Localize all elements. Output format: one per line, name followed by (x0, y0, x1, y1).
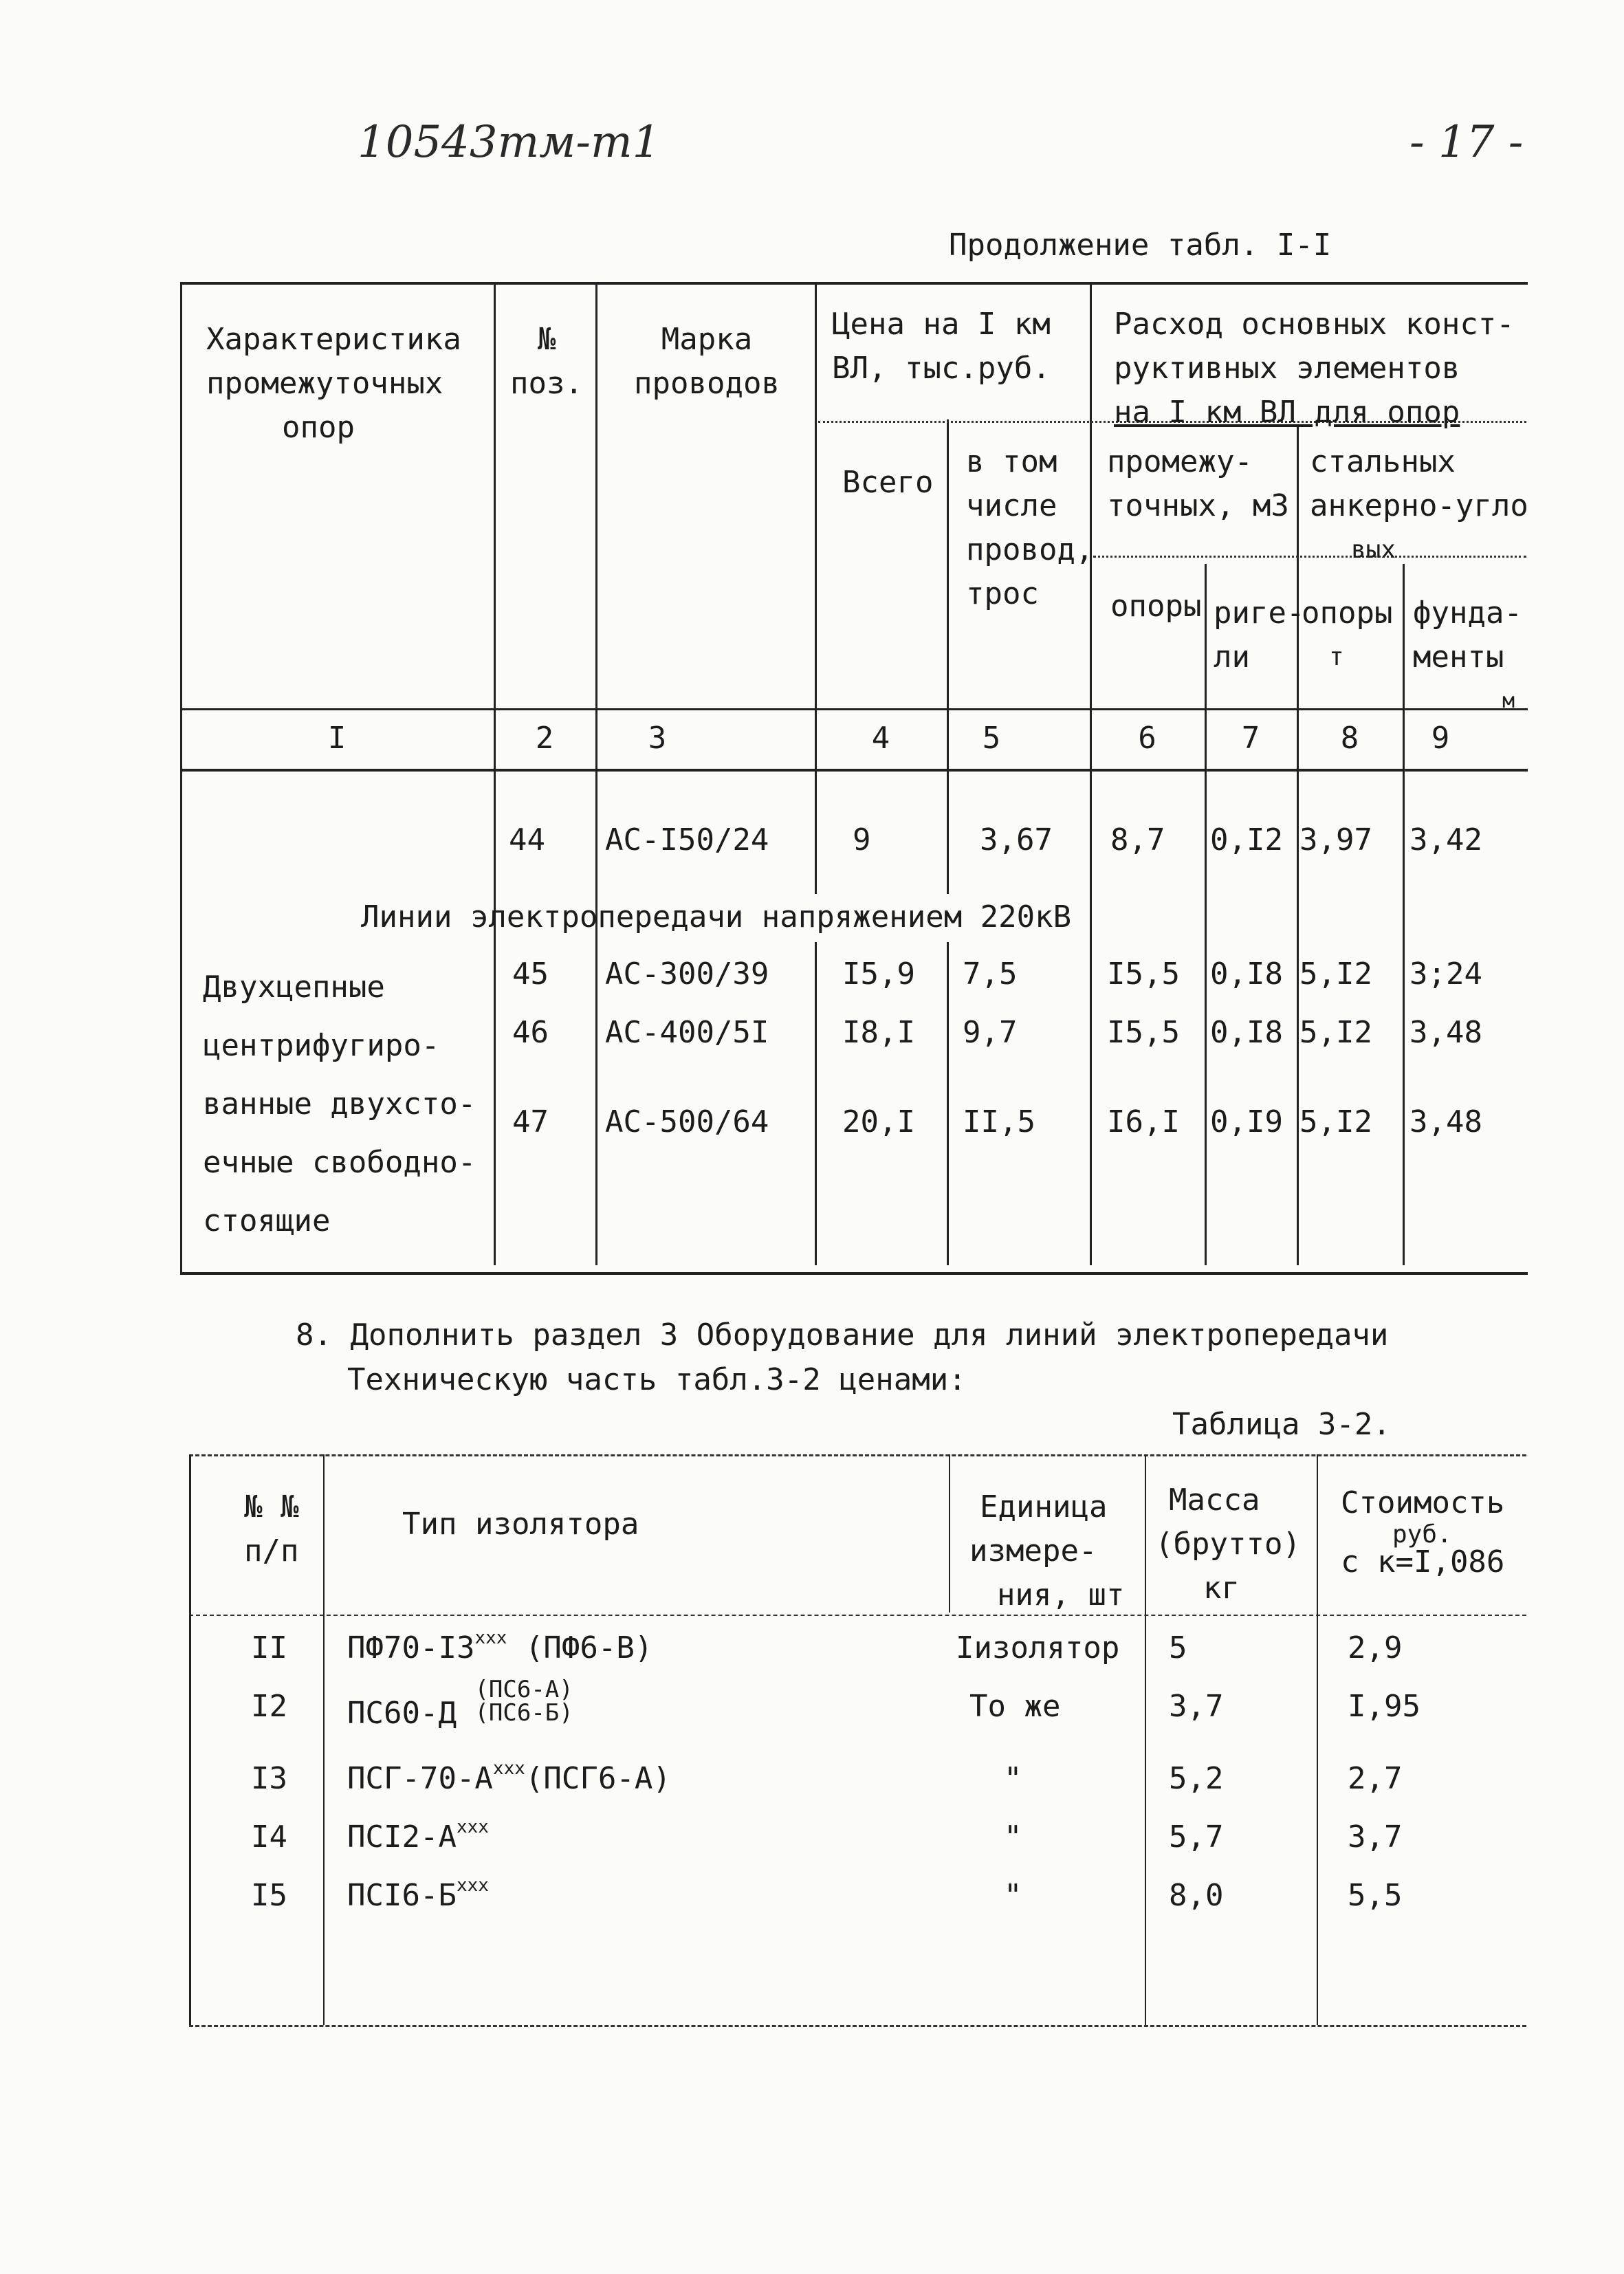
colnum-4: 4 (871, 721, 890, 756)
header-consumption-group: Расход основных конст- руктивных элементов на I км ВЛ для опор (1114, 307, 1515, 430)
page-number: - 17 - (1409, 117, 1524, 168)
colnum-6: 6 (1138, 721, 1156, 756)
header-characteristic: Характеристика промежуточных опор (206, 322, 461, 445)
document-code: 10543тм-т1 (358, 117, 661, 168)
group-label: Двухцепные центрифугиро- ванные двухсто- ечные свободно- стоящие (203, 970, 476, 1238)
section-title-220kv: Линии электропередачи напряжением 220кВ (361, 899, 1072, 934)
header-crossbars: риге- ли (1214, 595, 1305, 675)
t2-header-unit: Единица измере- ния, шт (969, 1489, 1125, 1612)
header-position: № поз. (510, 322, 583, 401)
header-intermediate: промежу- точных, м3 (1107, 444, 1289, 523)
header-total: Всего (842, 465, 934, 500)
header-incl-wire: в том числе провод, трос (966, 444, 1094, 611)
instruction-line-1: 8. Дополнить раздел 3 Оборудование для линий электропередачи (296, 1318, 1389, 1353)
header-foundations: фунда- менты м (1413, 595, 1522, 713)
colnum-5: 5 (982, 721, 1001, 756)
t2-header-number: № № п/п (244, 1489, 299, 1568)
t2-header-cost: Стоимость руб. с к=I,086 (1341, 1485, 1505, 1579)
continuation-caption: Продолжение табл. I-I (949, 228, 1332, 263)
colnum-9: 9 (1431, 721, 1450, 756)
colnum-2: 2 (535, 721, 554, 756)
header-steel-anchor: стальных анкерно-угло вых (1310, 444, 1528, 564)
header-supports: опоры (1110, 589, 1202, 624)
t2-header-mass: Масса (брутто) кг (1155, 1483, 1301, 1606)
header-supports-t: опоры т (1302, 595, 1393, 671)
instruction-line-2: Техническую часть табл.3-2 ценами: (347, 1362, 967, 1397)
t2-header-insulator-type: Тип изолятора (402, 1507, 639, 1542)
table2-caption: Таблица 3-2. (1172, 1407, 1391, 1442)
colnum-1: I (327, 721, 347, 756)
colnum-8: 8 (1340, 721, 1359, 756)
colnum-7: 7 (1241, 721, 1260, 756)
colnum-3: 3 (648, 721, 667, 756)
header-price-group: Цена на I км ВЛ, тыс.руб. (832, 307, 1051, 386)
header-wire-brand: Марка проводов (634, 322, 780, 401)
